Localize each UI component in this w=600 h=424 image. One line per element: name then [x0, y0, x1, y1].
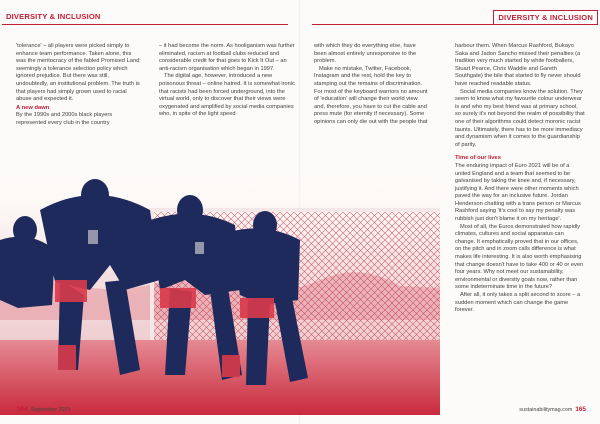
paragraph: with which they do everything else, have been almost entirely unresponsive to the problem. — [314, 43, 417, 65]
duotone-photo-illustration — [0, 170, 440, 415]
folio-right — [519, 406, 586, 413]
section-label-right: DIVERSITY & INCLUSION — [493, 10, 598, 25]
subheading-a-new-dawn: A new dawn — [16, 104, 50, 111]
paragraph: Make no mistake, Twitter, Facebook, Instagram and the rest, hold the key to stamping out the remains of discrimination. For most of the keyboard warriors no amount of 'education' will change their world view and, therefore, you have to cut the cable and press mute (for eternity if necessary). Some opinions can only die out with the people that — [314, 65, 428, 125]
text-column-2 — [159, 43, 296, 119]
paragraph: By the 1990s and 2000s black players represented every club in the country — [16, 112, 113, 126]
subheading-time-of-our-lives: Time of our lives — [455, 155, 501, 162]
paragraph: 'tolerance' – all players were picked simply to enhance team performance. Taken alone, this was the meritocracy of the fabled Promised Land: seemingly a tolerance selection policy which ignored prejudice. But there was still, undoubtedly, an institutional problem. The truth is that players had simply grown used to racial abuse and expected it. — [16, 43, 141, 103]
paragraph: Social media companies know the solution. They seem to know what my favourite colour underwear is and who my best friend was at primary school, so surely it's not beyond the realm of possibility that one of their algorithms could detect moronic racist taunts. Ultimately, there has to be more immediacy and dynamism when it comes to the guardianship of parity. — [455, 88, 585, 148]
paragraph: Most of all, the Euros demonstrated how rapidly climates, cultures and social apparatus can change. It emphatically proved that in our offices, on the pitch and in zoom calls difference is what makes life interesting. It is also worth emphasising that change doesn't have to take 400 or 40 or even four years. Why not meet our sustainability, environmental or diversity goals now, rather than some indeterminate time in the future? — [455, 223, 584, 291]
paragraph: After all, it only takes a split second to score – a sudden moment which can change the game forever. — [455, 292, 581, 314]
header-rule-right — [312, 24, 598, 25]
paragraph: – it had become the norm. As hooliganism was further eliminated, racism at football clubs reduced and considerable credit for that goes to Kick It Out – an anti-racism organisation which began in 1997. — [159, 43, 295, 72]
text-column-1 — [16, 43, 142, 128]
text-column-3 — [314, 43, 430, 127]
section-label-left: DIVERSITY & INCLUSION — [6, 12, 101, 21]
paragraph: The enduring impact of Euro 2021 will be of a united England and a team that seemed to be galvanised by taking the knee and, if necessary, justifying it. And there were other moments which paved the way for an inclusive future. Jordan Henderson chatting with a trans person or Marcus Rashford saying 'it's cool to say my penalty was rubbish just don't blame it on my heritage'. — [455, 162, 581, 223]
issue-date: September 2021 — [30, 407, 71, 413]
folio-left — [17, 406, 71, 413]
header-rule-left — [2, 24, 288, 25]
text-column-4 — [455, 43, 585, 315]
paragraph: The digital age, however, introduced a new poisonous threat – online hatred. It is somewhat ironic that racists had been forced underground, into the virtual world, only to discover that their views were oxygenated and amplified by social media companies who, in spite of the light speed — [159, 73, 295, 118]
page-number-right: 165 — [575, 406, 586, 413]
page-number-left: 164 — [17, 406, 28, 413]
paragraph: harbour them. When Marcus Rashford, Bukayo Saka and Jadon Sancho missed their penalties (a tradition very much started by white footballers, Stuart Pearce, Chris Waddle and Gareth Southgate) the bile that started to fly never should have reached readable status. — [455, 43, 581, 87]
team-huddle-photo — [0, 170, 440, 415]
site-url: sustainabilitymag.com — [519, 407, 573, 413]
